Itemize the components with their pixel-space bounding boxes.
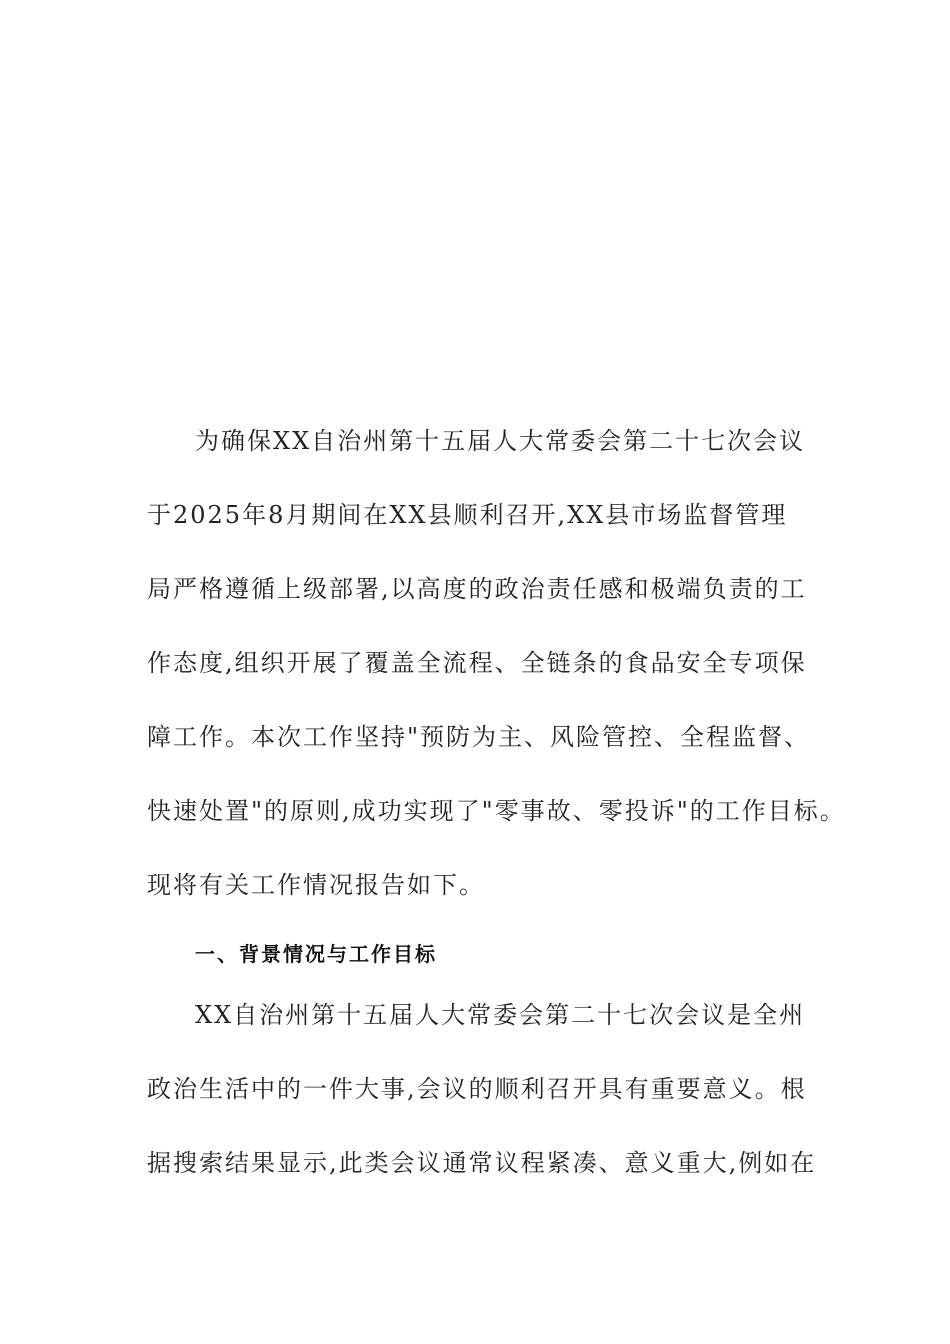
- section-1-heading: 一、背景情况与工作目标: [195, 942, 437, 966]
- paragraph-1-line-7: 现将有关工作情况报告如下。: [147, 871, 485, 899]
- document-title-line-1: [0, 122, 950, 162]
- document-title-line-2: [0, 274, 950, 314]
- paragraph-2-line-1: XX自治州第十五届人大常委会第二十七次会议是全州: [195, 1001, 806, 1029]
- paragraph-1-line-1: 为确保XX自治州第十五届人大常委会第二十七次会议: [195, 427, 806, 455]
- paragraph-1-line-4: 作态度,组织开展了覆盖全流程、全链条的食品安全专项保: [147, 649, 807, 677]
- paragraph-1-line-6: 快速处置"的原则,成功实现了"零事故、零投诉"的工作目标。: [147, 797, 846, 825]
- paragraph-1-line-3: 局严格遵循上级部署,以高度的政治责任感和极端负责的工: [147, 575, 807, 603]
- paragraph-2-line-3: 据搜索结果显示,此类会议通常议程紧凑、意义重大,例如在: [147, 1149, 817, 1177]
- paragraph-1-line-2: 于2025年8月期间在XX县顺利召开,XX县市场监督管理: [147, 501, 788, 529]
- paragraph-2-line-2: 政治生活中的一件大事,会议的顺利召开具有重要意义。根: [147, 1075, 807, 1103]
- paragraph-1-line-5: 障工作。本次工作坚持"预防为主、风险管控、全程监督、: [147, 723, 811, 751]
